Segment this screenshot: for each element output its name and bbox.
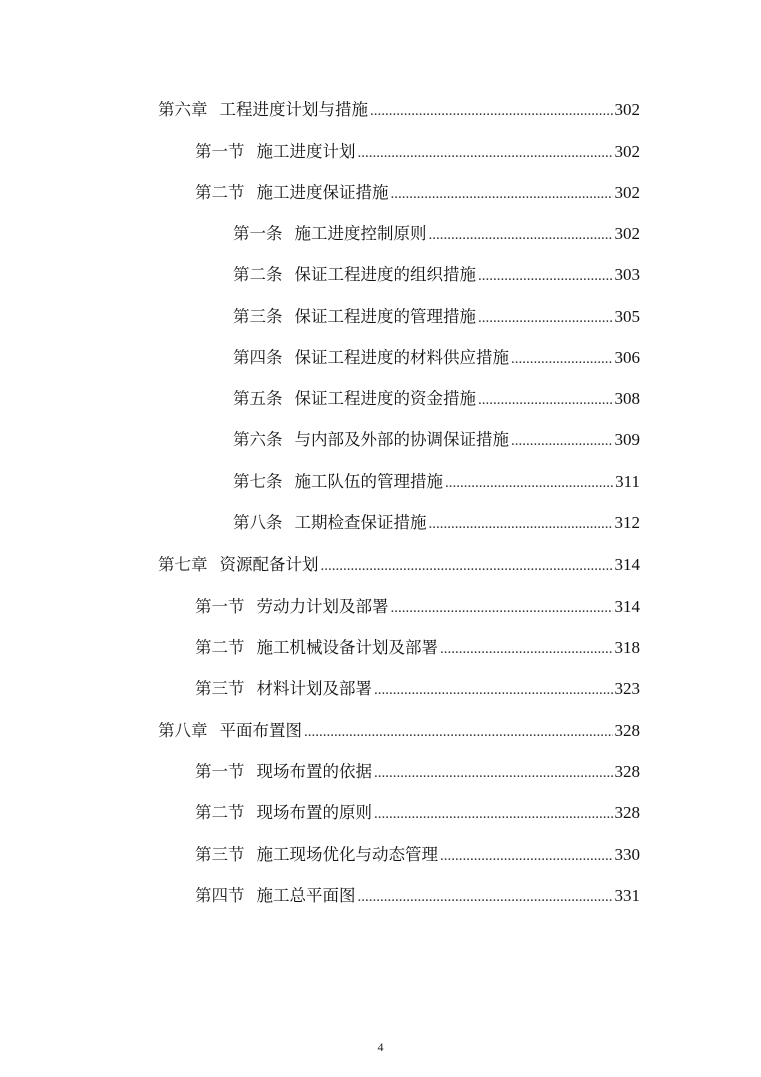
entry-page-number: 314 — [614, 555, 640, 574]
entry-title: 施工机械设备计划及部署 — [256, 638, 438, 657]
entry-page-number: 328 — [614, 721, 640, 740]
entry-label: 第一节 — [195, 762, 245, 781]
toc-article-6[interactable] — [233, 428, 640, 452]
entry-page-number: 330 — [614, 845, 640, 864]
toc-section-8-4[interactable] — [195, 884, 640, 908]
entry-title: 保证工程进度的管理措施 — [294, 307, 476, 326]
entry-title: 劳动力计划及部署 — [256, 597, 389, 616]
entry-label: 第五条 — [233, 389, 283, 408]
dot-leader — [511, 429, 613, 453]
entry-label: 第六章 — [158, 100, 208, 119]
toc-article-2[interactable] — [233, 263, 640, 287]
dot-leader — [478, 306, 613, 330]
entry-label: 第一节 — [195, 597, 245, 616]
entry-label: 第三节 — [195, 845, 245, 864]
entry-page-number: 311 — [615, 472, 640, 491]
entry-label: 第三条 — [233, 307, 283, 326]
entry-page-number: 328 — [614, 762, 640, 781]
dot-leader — [478, 264, 613, 288]
entry-label: 第一节 — [195, 142, 245, 161]
entry-title: 施工队伍的管理措施 — [294, 472, 443, 491]
entry-title: 平面布置图 — [219, 721, 302, 740]
entry-title: 保证工程进度的组织措施 — [294, 265, 476, 284]
dot-leader — [358, 141, 613, 165]
toc-article-8[interactable] — [233, 511, 640, 535]
page-number: 4 — [377, 1040, 384, 1054]
entry-title: 施工进度保证措施 — [256, 183, 389, 202]
entry-title: 施工进度计划 — [256, 142, 356, 161]
entry-title: 工期检查保证措施 — [294, 513, 427, 532]
toc-article-3[interactable] — [233, 305, 640, 329]
toc-chapter-6[interactable] — [158, 98, 640, 122]
entry-page-number: 305 — [614, 307, 640, 326]
dot-leader — [478, 388, 613, 412]
dot-leader — [358, 885, 613, 909]
entry-title: 保证工程进度的资金措施 — [294, 389, 476, 408]
entry-label: 第七条 — [233, 472, 283, 491]
entry-label: 第七章 — [158, 555, 208, 574]
entry-label: 第八章 — [158, 721, 208, 740]
toc-section-6-2[interactable] — [195, 181, 640, 205]
dot-leader — [321, 554, 613, 578]
toc-section-7-1[interactable] — [195, 595, 640, 619]
dot-leader — [445, 471, 613, 495]
toc-section-8-3[interactable] — [195, 843, 640, 867]
dot-leader — [374, 802, 613, 826]
dot-leader — [429, 223, 613, 247]
dot-leader — [391, 182, 613, 206]
toc-section-6-1[interactable] — [195, 140, 640, 164]
entry-label: 第二节 — [195, 638, 245, 657]
entry-page-number: 312 — [614, 513, 640, 532]
toc-article-7[interactable] — [233, 470, 640, 494]
entry-page-number: 314 — [614, 597, 640, 616]
dot-leader — [440, 844, 613, 868]
dot-leader — [374, 761, 613, 785]
dot-leader — [391, 596, 613, 620]
dot-leader — [304, 720, 613, 744]
entry-page-number: 328 — [614, 803, 640, 822]
entry-title: 现场布置的依据 — [256, 762, 372, 781]
entry-title: 与内部及外部的协调保证措施 — [294, 430, 509, 449]
entry-page-number: 308 — [614, 389, 640, 408]
entry-title: 保证工程进度的材料供应措施 — [294, 348, 509, 367]
toc-article-4[interactable] — [233, 346, 640, 370]
entry-page-number: 302 — [614, 142, 640, 161]
dot-leader — [370, 99, 613, 123]
toc-article-5[interactable] — [233, 387, 640, 411]
entry-page-number: 302 — [614, 100, 640, 119]
entry-page-number: 309 — [614, 430, 640, 449]
entry-label: 第三节 — [195, 679, 245, 698]
dot-leader — [511, 347, 613, 371]
entry-label: 第二节 — [195, 183, 245, 202]
entry-label: 第一条 — [233, 224, 283, 243]
entry-label: 第四节 — [195, 886, 245, 905]
entry-label: 第二条 — [233, 265, 283, 284]
entry-page-number: 331 — [614, 886, 640, 905]
entry-page-number: 303 — [614, 265, 640, 284]
toc-section-7-2[interactable] — [195, 636, 640, 660]
entry-page-number: 323 — [614, 679, 640, 698]
dot-leader — [429, 512, 613, 536]
toc-chapter-7[interactable] — [158, 553, 640, 577]
entry-label: 第四条 — [233, 348, 283, 367]
toc-article-1[interactable] — [233, 222, 640, 246]
entry-page-number: 318 — [614, 638, 640, 657]
entry-title: 施工现场优化与动态管理 — [256, 845, 438, 864]
entry-title: 施工总平面图 — [256, 886, 356, 905]
toc-chapter-8[interactable] — [158, 719, 640, 743]
dot-leader — [440, 637, 613, 661]
toc-section-7-3[interactable] — [195, 677, 640, 701]
toc-section-8-2[interactable] — [195, 801, 640, 825]
dot-leader — [374, 678, 613, 702]
entry-title: 现场布置的原则 — [256, 803, 372, 822]
entry-page-number: 302 — [614, 183, 640, 202]
entry-title: 资源配备计划 — [219, 555, 319, 574]
toc-section-8-1[interactable] — [195, 760, 640, 784]
entry-title: 材料计划及部署 — [256, 679, 372, 698]
entry-label: 第八条 — [233, 513, 283, 532]
entry-page-number: 302 — [614, 224, 640, 243]
entry-title: 工程进度计划与措施 — [219, 100, 368, 119]
entry-label: 第六条 — [233, 430, 283, 449]
entry-label: 第二节 — [195, 803, 245, 822]
entry-page-number: 306 — [614, 348, 640, 367]
entry-title: 施工进度控制原则 — [294, 224, 427, 243]
